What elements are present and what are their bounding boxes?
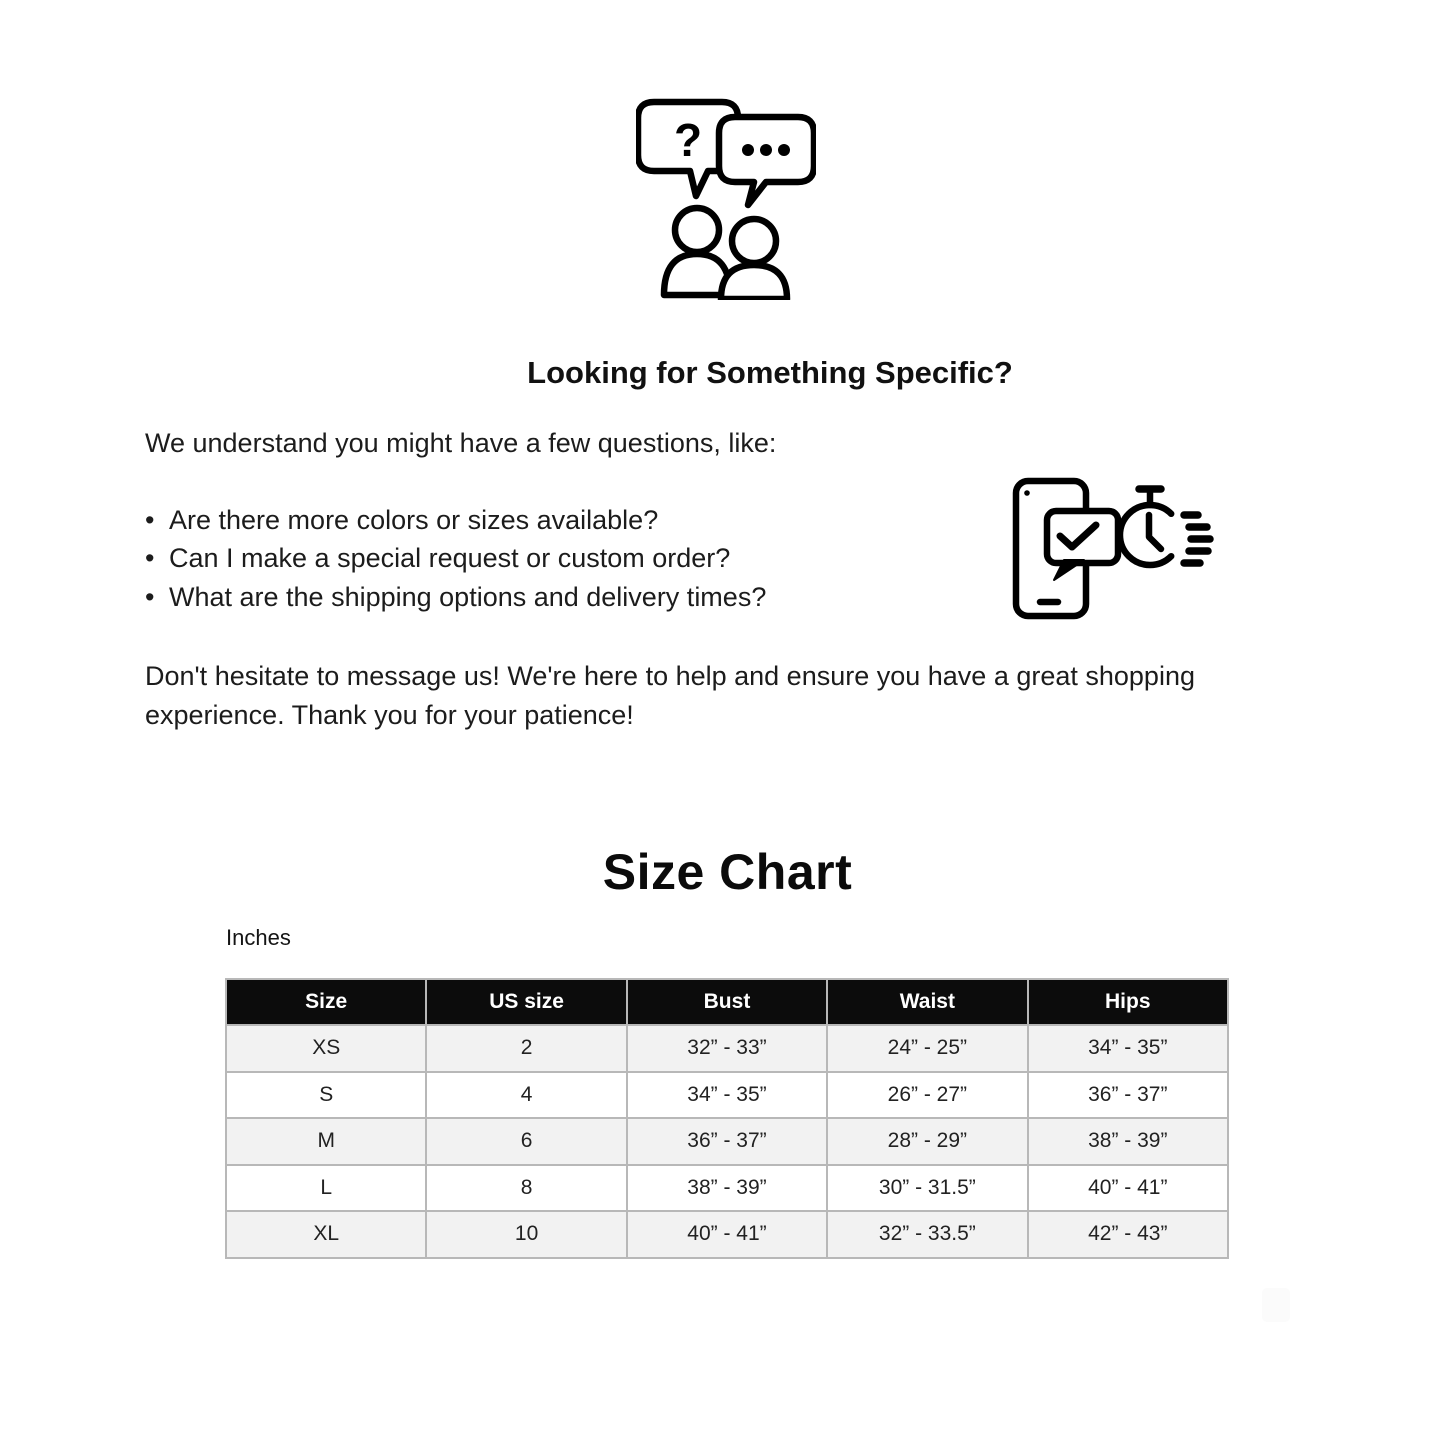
cell: 28” - 29”	[827, 1118, 1027, 1165]
size-chart-table	[225, 978, 1229, 1259]
table-row	[226, 1211, 1228, 1258]
person-head	[675, 208, 719, 252]
cell: 6	[426, 1118, 626, 1165]
cell: L	[226, 1165, 426, 1212]
watermark-smudge	[1262, 1288, 1290, 1322]
size-chart-title: Size Chart	[602, 844, 853, 900]
table-row	[226, 1165, 1228, 1212]
closing-text: Don't hesitate to message us! We're here to help and ensure you have a great shopping experience. Thank you for your patience!	[145, 661, 1195, 730]
table-row	[226, 1118, 1228, 1165]
cell: 42” - 43”	[1028, 1211, 1228, 1258]
intro-text: We understand you might have a few questions, like:	[145, 428, 777, 458]
phone-quick-reply-stopwatch-icon	[1008, 470, 1223, 630]
question-text: Can I make a special request or custom order?	[169, 543, 731, 574]
question-list	[145, 501, 766, 616]
cell: 2	[426, 1025, 626, 1072]
table-row	[226, 1025, 1228, 1072]
cell: 32” - 33”	[627, 1025, 827, 1072]
cell: S	[226, 1072, 426, 1119]
cell: 40” - 41”	[1028, 1165, 1228, 1212]
cell: 38” - 39”	[627, 1165, 827, 1212]
bullet-icon: •	[145, 543, 155, 574]
table-row	[226, 1072, 1228, 1119]
cell: 4	[426, 1072, 626, 1119]
person-body	[721, 265, 787, 299]
cell: 36” - 37”	[627, 1118, 827, 1165]
page-title: Looking for Something Specific?	[527, 355, 1013, 390]
list-item	[145, 539, 766, 577]
col-header-hips: Hips	[1028, 979, 1228, 1025]
two-people-chat-icon	[636, 98, 816, 300]
question-text: Are there more colors or sizes available?	[169, 505, 659, 535]
list-item	[145, 501, 766, 539]
cell: 8	[426, 1165, 626, 1212]
list-item	[145, 578, 766, 616]
bullet-icon: •	[145, 581, 155, 612]
stopwatch-hand	[1149, 515, 1161, 549]
dots-bubble	[719, 117, 814, 205]
cell: 26” - 27”	[827, 1072, 1027, 1119]
typing-dots	[742, 144, 790, 156]
bullet-icon: •	[145, 505, 155, 535]
col-header-waist: Waist	[827, 979, 1027, 1025]
cell: 30” - 31.5”	[827, 1165, 1027, 1212]
cell: M	[226, 1118, 426, 1165]
question-mark-glyph: ?	[673, 114, 703, 166]
person-head	[732, 219, 776, 263]
cell: 36” - 37”	[1028, 1072, 1228, 1119]
cell: 10	[426, 1211, 626, 1258]
cell: XS	[226, 1025, 426, 1072]
unit-label: Inches	[226, 925, 291, 950]
stopwatch-ring	[1120, 505, 1171, 565]
cell: 38” - 39”	[1028, 1118, 1228, 1165]
col-header-bust: Bust	[627, 979, 827, 1025]
col-header-ussize: US size	[426, 979, 626, 1025]
cell: 24” - 25”	[827, 1025, 1027, 1072]
phone-camera-dot	[1024, 490, 1030, 496]
question-text: What are the shipping options and delivery times?	[169, 581, 767, 612]
cell: 34” - 35”	[627, 1072, 827, 1119]
cell: 32” - 33.5”	[827, 1211, 1027, 1258]
speed-lines	[1184, 515, 1210, 563]
cell: 40” - 41”	[627, 1211, 827, 1258]
col-header-size: Size	[226, 979, 426, 1025]
cell: XL	[226, 1211, 426, 1258]
header-row	[226, 979, 1228, 1025]
cell: 34” - 35”	[1028, 1025, 1228, 1072]
